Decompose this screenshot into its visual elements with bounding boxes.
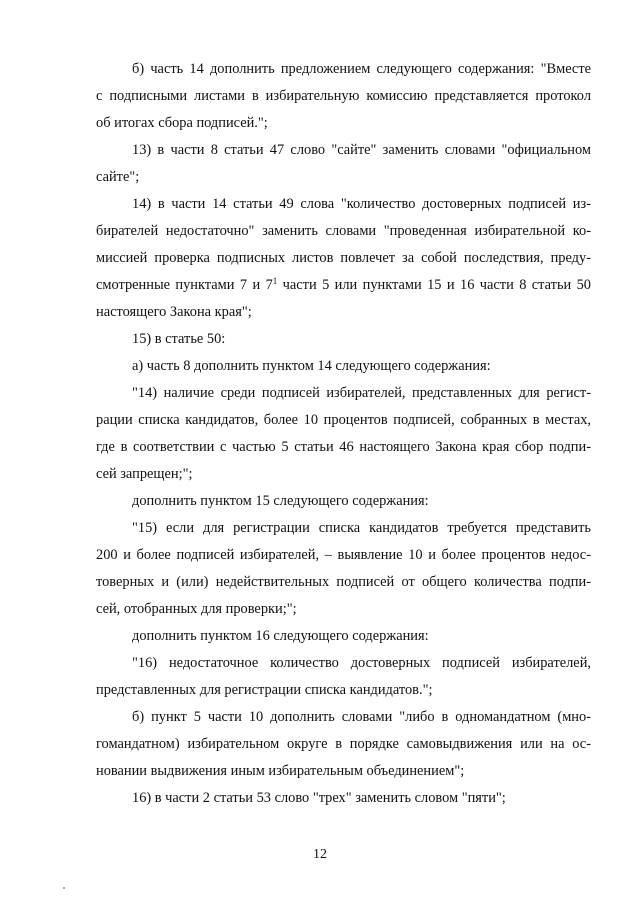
text-line-with-superscript (96, 274, 591, 296)
scan-speck (63, 887, 65, 889)
text-line: с подписными листами в избирательную комиссию представляется протокол (96, 88, 591, 104)
text-line: "14) наличие среди подписей избирателей, представленных для регист- (132, 385, 591, 401)
text-segment: части 5 или пунктами 15 и 16 части 8 статьи 50 (277, 277, 591, 293)
text-line: 14) в части 14 статьи 49 слова "количество достоверных подписей из- (132, 196, 591, 212)
text-line: 15) в статье 50: (132, 331, 226, 347)
text-line: где в соответствии с частью 5 статьи 46 настоящего Закона края сбор подпи- (96, 439, 591, 455)
text-line: настоящего Закона края"; (96, 304, 252, 320)
text-line: 13) в части 8 статьи 47 слово "сайте" заменить словами "официальном (132, 142, 591, 158)
superscript: 1 (272, 276, 278, 286)
text-line: 200 и более подписей избирателей, – выявление 10 и более процентов недос- (96, 547, 591, 563)
text-line: миссией проверка подписных листов повлечет за собой последствия, преду- (96, 250, 591, 266)
text-line: б) пункт 5 части 10 дополнить словами "либо в одномандатном (мно- (132, 709, 591, 725)
text-line: бирателей недостаточно" заменить словами "проведенная избирательной ко- (96, 223, 591, 239)
text-line: "16) недостаточное количество достоверных подписей избирателей, (132, 655, 591, 671)
text-line: новании выдвижения иным избирательным объединением"; (96, 763, 465, 779)
text-line: а) часть 8 дополнить пунктом 14 следующего содержания: (132, 358, 491, 374)
text-line: 16) в части 2 статьи 53 слово "трех" заменить словом "пяти"; (132, 790, 506, 806)
text-line: рации списка кандидатов, более 10 процентов подписей, собранных в местах, (96, 412, 591, 428)
text-line: б) часть 14 дополнить предложением следующего содержания: "Вместе (132, 61, 591, 77)
text-line: дополнить пунктом 16 следующего содержания: (132, 628, 429, 644)
text-line: сей, отобранных для проверки;"; (96, 601, 297, 617)
text-line: дополнить пунктом 15 следующего содержания: (132, 493, 429, 509)
text-line: об итогах сбора подписей."; (96, 115, 268, 131)
text-line: сей запрещен;"; (96, 466, 193, 482)
text-line: товерных и (или) недействительных подписей от общего количества подпи- (96, 574, 591, 590)
page-number: 12 (313, 847, 327, 862)
text-line: "15) если для регистрации списка кандидатов требуется представить (132, 520, 591, 536)
text-segment: смотренные пунктами 7 и 7 (96, 277, 273, 293)
text-line: представленных для регистрации списка кандидатов."; (96, 682, 433, 698)
text-line: сайте"; (96, 169, 140, 185)
text-line: гомандатном) избирательном округе в порядке самовыдвижения или на ос- (96, 736, 591, 752)
